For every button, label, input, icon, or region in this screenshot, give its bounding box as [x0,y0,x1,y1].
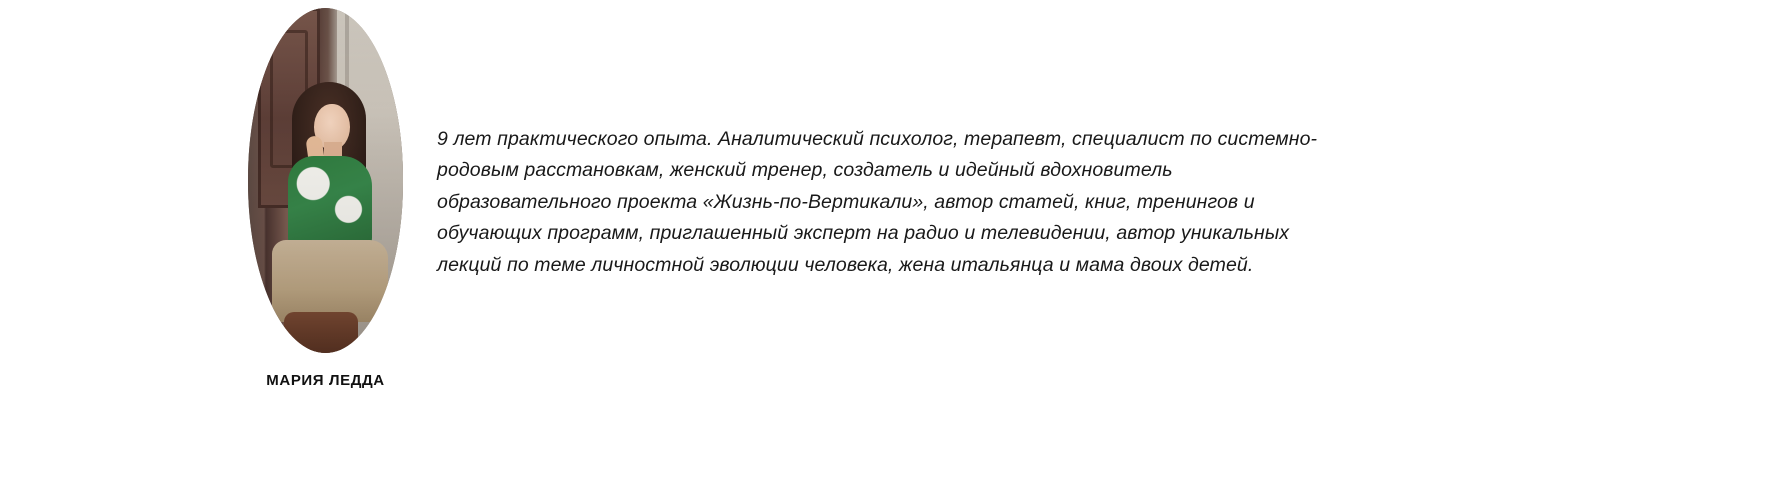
profile-name: МАРИЯ ЛЕДДА [266,372,385,389]
portrait-figure [248,8,403,353]
photo-vignette [248,8,403,353]
portrait-photo [248,8,403,353]
profile-bio-text: 9 лет практического опыта. Аналитический психолог, терапевт, специалист по системно-родовым расстановкам, женский тренер, создатель и идейный вдохновитель образовательного проекта «Жизнь-по-Вертикали», автор статей, книг, тренингов и обучающих программ, приглашенный эксперт на радио и телевидении, автор уникальных лекций по теме личностной эволюции человека, жена итальянца и мама двоих детей. [437,127,1318,276]
